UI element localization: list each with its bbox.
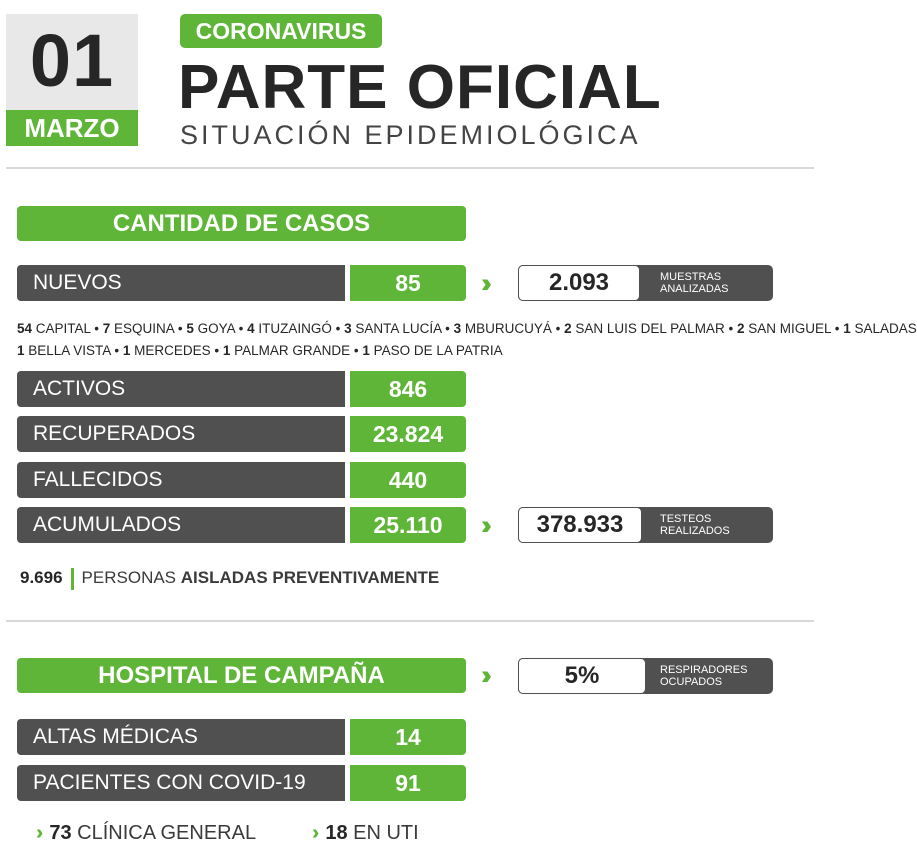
row-value: 25.110 xyxy=(350,507,466,543)
stat-label-line2: OCUPADOS xyxy=(660,676,723,688)
chevron-right-icon: ›› xyxy=(36,822,38,844)
section-divider xyxy=(6,620,814,622)
locality-name: MBURUCUYÁ xyxy=(461,321,552,336)
row-recuperados xyxy=(17,416,466,452)
row-altas xyxy=(17,719,466,755)
locality-count: 1 xyxy=(122,343,131,358)
footer-uti xyxy=(312,820,419,846)
locality-count: 1 xyxy=(362,343,370,358)
chevron-right-icon: ›› xyxy=(312,822,314,844)
bullet-separator: • xyxy=(90,321,103,336)
row-nuevos xyxy=(17,265,466,301)
row-label: NUEVOS xyxy=(17,265,345,301)
row-label: RECUPERADOS xyxy=(17,416,345,452)
isolated-count: 9.696 xyxy=(20,568,63,587)
locality-count: 7 xyxy=(102,321,111,336)
bullet-separator: • xyxy=(110,343,123,358)
stat-label xyxy=(660,271,728,295)
locality-name: SAN LUIS DEL PALMAR xyxy=(571,321,725,336)
stat-label-line2: ANALIZADAS xyxy=(660,283,729,295)
stat-label-line1: MUESTRAS xyxy=(660,271,722,283)
header-divider xyxy=(6,167,814,169)
uti-label: EN UTI xyxy=(353,822,419,844)
date-badge xyxy=(6,14,138,146)
stat-value: 2.093 xyxy=(518,265,640,301)
locality-name: ESQUINA xyxy=(110,321,175,336)
row-value: 440 xyxy=(350,462,466,498)
date-day: 01 xyxy=(29,19,115,102)
stat-label xyxy=(660,664,747,688)
bullet-separator: • xyxy=(210,343,223,358)
breakdown-line-2 xyxy=(17,343,503,358)
stat-box-testeos xyxy=(518,507,773,543)
row-value: 23.824 xyxy=(350,416,466,452)
footer-clinica xyxy=(36,820,256,846)
locality-count: 2 xyxy=(736,321,745,336)
locality-count: 4 xyxy=(247,321,255,336)
stat-label xyxy=(660,513,730,537)
clinica-label: CLÍNICA GENERAL xyxy=(77,822,257,844)
section-header-hospital: HOSPITAL DE CAMPAÑA xyxy=(17,658,466,693)
separator-bar xyxy=(71,568,74,590)
row-label: ACUMULADOS xyxy=(17,507,345,543)
uti-count: 18 xyxy=(325,822,348,844)
chevron-right-icon: ›› xyxy=(481,660,485,690)
isolated-people xyxy=(20,566,439,590)
row-activos xyxy=(17,371,466,407)
bullet-separator: • xyxy=(174,321,187,336)
bullet-separator: • xyxy=(830,321,844,336)
row-value: 91 xyxy=(350,765,466,801)
locality-name: GOYA xyxy=(193,321,235,336)
topic-tag: CORONAVIRUS xyxy=(180,14,382,48)
locality-name: CAPITAL xyxy=(32,321,91,336)
locality-count: 54 xyxy=(17,321,33,336)
stat-label-line1: RESPIRADORES xyxy=(660,664,748,676)
section-header-casos: CANTIDAD DE CASOS xyxy=(17,206,466,241)
locality-count: 1 xyxy=(17,343,25,358)
bullet-separator: • xyxy=(724,321,737,336)
row-label: ACTIVOS xyxy=(17,371,345,407)
locality-name: SANTA LUCÍA xyxy=(351,321,442,336)
stat-label-line2: REALIZADOS xyxy=(660,525,730,537)
row-label: FALLECIDOS xyxy=(17,462,345,498)
page-subtitle: SITUACIÓN EPIDEMIOLÓGICA xyxy=(180,120,641,150)
locality-name: ITUZAINGÓ xyxy=(254,321,332,336)
stat-value: 5% xyxy=(518,658,646,694)
stat-box-muestras xyxy=(518,265,773,301)
locality-name: BELLA VISTA xyxy=(24,343,111,358)
bullet-separator: • xyxy=(551,321,565,336)
page-title: PARTE OFICIAL xyxy=(178,53,662,122)
locality-name: SALADAS xyxy=(850,321,917,336)
locality-count: 5 xyxy=(186,321,194,336)
chevron-right-icon: ›› xyxy=(481,510,485,540)
breakdown-line-1 xyxy=(17,321,917,336)
stat-value: 378.933 xyxy=(518,507,642,543)
clinica-count: 73 xyxy=(49,822,72,844)
isolated-text: PERSONAS xyxy=(81,568,177,587)
locality-name: SAN MIGUEL xyxy=(744,321,831,336)
stat-box-respiradores xyxy=(518,658,773,694)
stat-label-line1: TESTEOS xyxy=(660,513,712,525)
bullet-separator: • xyxy=(331,321,345,336)
row-pacientes xyxy=(17,765,466,801)
locality-name: PALMAR GRANDE xyxy=(230,343,351,358)
locality-count: 3 xyxy=(344,321,352,336)
locality-count: 1 xyxy=(843,321,851,336)
locality-count: 1 xyxy=(222,343,231,358)
locality-count: 2 xyxy=(564,321,572,336)
isolated-text-bold: AISLADAS PREVENTIVAMENTE xyxy=(180,568,440,587)
row-value: 85 xyxy=(350,265,466,301)
row-fallecidos xyxy=(17,462,466,498)
row-acumulados xyxy=(17,507,466,543)
chevron-right-icon: ›› xyxy=(481,268,485,298)
date-month: MARZO xyxy=(6,110,138,146)
bullet-separator: • xyxy=(350,343,363,358)
locality-count: 3 xyxy=(453,321,462,336)
locality-name: MERCEDES xyxy=(130,343,211,358)
row-label: ALTAS MÉDICAS xyxy=(17,719,345,755)
bullet-separator: • xyxy=(234,321,248,336)
row-value: 846 xyxy=(350,371,466,407)
locality-name: PASO DE LA PATRIA xyxy=(369,343,503,358)
bullet-separator: • xyxy=(441,321,454,336)
row-label: PACIENTES CON COVID-19 xyxy=(17,765,345,801)
row-value: 14 xyxy=(350,719,466,755)
